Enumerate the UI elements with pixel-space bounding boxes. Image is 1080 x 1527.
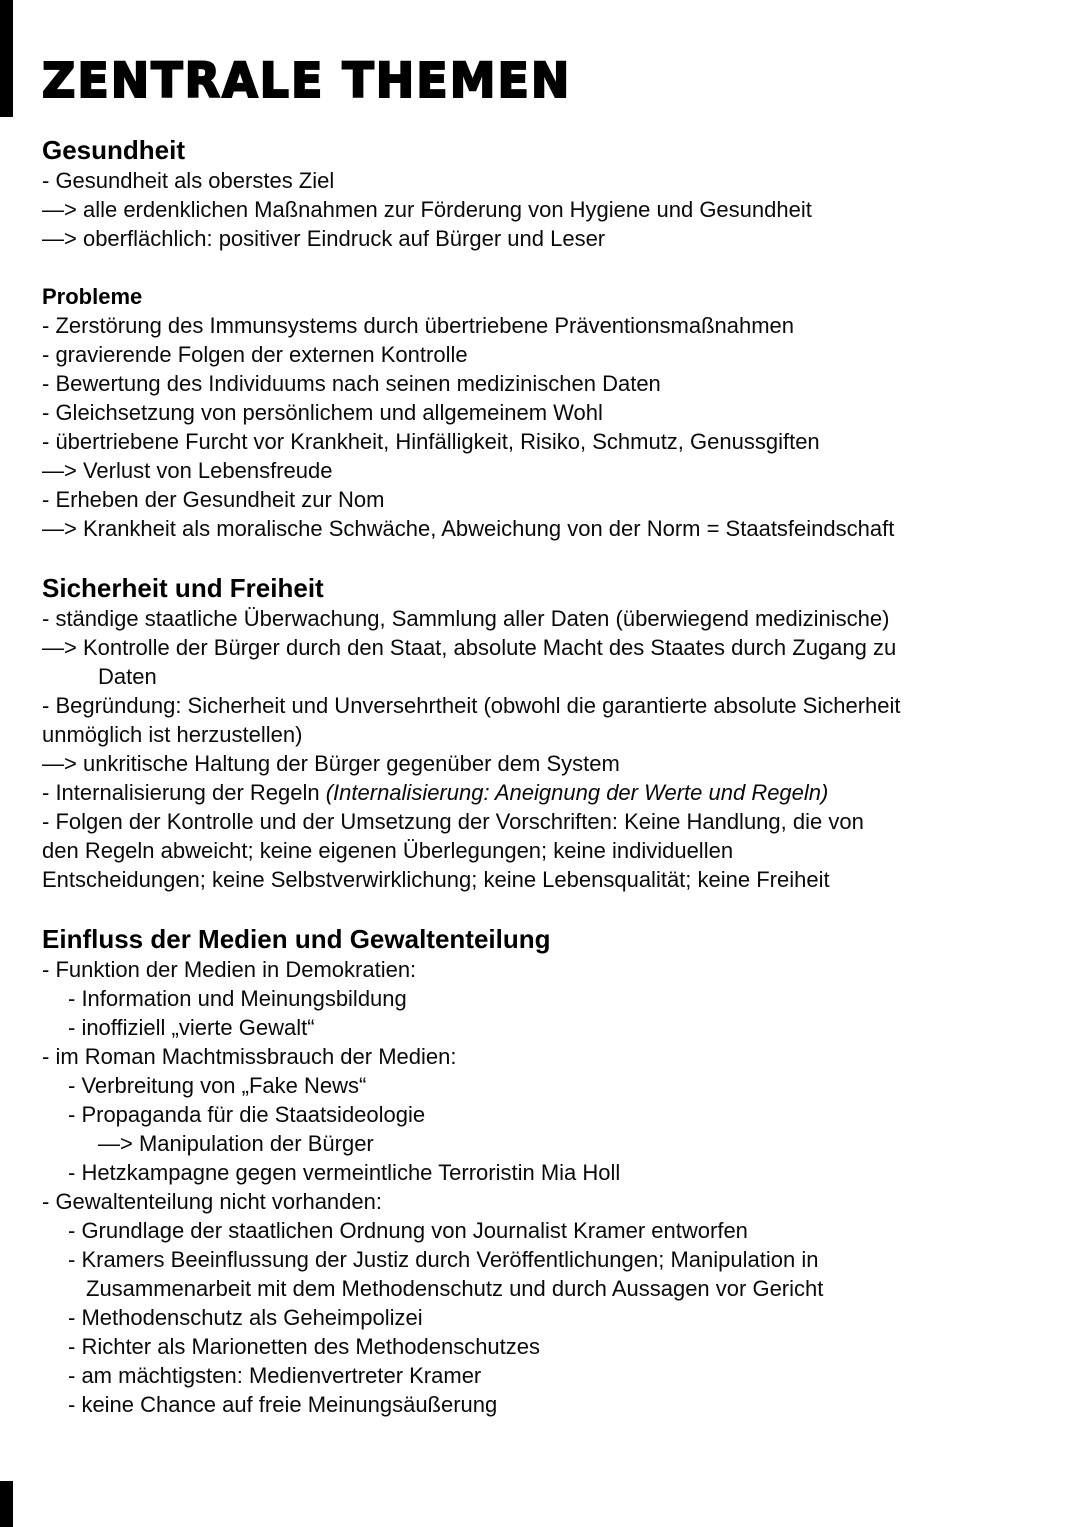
text-line: - Methodenschutz als Geheimpolizei (68, 1305, 423, 1330)
text-line: - Kramers Beeinflussung der Justiz durch Veröffentlichungen; Manipulation in (68, 1247, 819, 1272)
section-lines (42, 955, 1042, 1419)
section-heading: Probleme (42, 284, 143, 309)
text-line: - Information und Meinungsbildung (68, 986, 407, 1011)
text-line: - Funktion der Medien in Demokratien: (42, 957, 417, 982)
page-title: ZENTRALE THEMEN (42, 51, 572, 109)
text-line: —> unkritische Haltung der Bürger gegenüber dem System (42, 751, 620, 776)
text-line: den Regeln abweicht; keine eigenen Überlegungen; keine individuellen (42, 838, 734, 863)
text-line: - inoffiziell „vierte Gewalt“ (68, 1015, 315, 1040)
text-line: - Zerstörung des Immunsystems durch übertriebene Präventionsmaßnahmen (42, 313, 795, 338)
page-edge-artifact-top (0, 0, 13, 117)
text-line: —> Kontrolle der Bürger durch den Staat, absolute Macht des Staates durch Zugang zu (42, 635, 897, 660)
text-line: Zusammenarbeit mit dem Methodenschutz und durch Aussagen vor Gericht (86, 1276, 824, 1301)
text-line: - Begründung: Sicherheit und Unversehrtheit (obwohl die garantierte absolute Sicherheit (42, 693, 901, 718)
text-line: - keine Chance auf freie Meinungsäußerung (68, 1392, 498, 1417)
text-line: - Erheben der Gesundheit zur Nom (42, 487, 385, 512)
text-line: - gravierende Folgen der externen Kontrolle (42, 342, 468, 367)
text-line: - im Roman Machtmissbrauch der Medien: (42, 1044, 457, 1069)
text-line: —> alle erdenklichen Maßnahmen zur Förderung von Hygiene und Gesundheit (42, 197, 812, 222)
text-line: Daten (98, 664, 157, 689)
text-line: Entscheidungen; keine Selbstverwirklichung; keine Lebensqualität; keine Freiheit (42, 867, 830, 892)
section-heading: Gesundheit (42, 135, 186, 165)
text-line: - Gewaltenteilung nicht vorhanden: (42, 1189, 382, 1214)
document-section (42, 134, 1042, 253)
text-line: - Verbreitung von „Fake News“ (68, 1073, 367, 1098)
text-line: —> Manipulation der Bürger (98, 1131, 374, 1156)
section-heading: Einfluss der Medien und Gewaltenteilung (42, 924, 551, 954)
section-lines (42, 311, 1042, 543)
text-line: - Richter als Marionetten des Methodenschutzes (68, 1334, 541, 1359)
text-line: - Hetzkampagne gegen vermeintliche Terroristin Mia Holl (68, 1160, 621, 1185)
document-section (42, 282, 1042, 543)
text-line: - Propaganda für die Staatsideologie (68, 1102, 426, 1127)
text-line: - Grundlage der staatlichen Ordnung von Journalist Kramer entworfen (68, 1218, 748, 1243)
italic-text: (Internalisierung: Aneignung der Werte und Regeln) (325, 780, 829, 805)
text-line: —> Verlust von Lebensfreude (42, 458, 333, 483)
text-line: - Gesundheit als oberstes Ziel (42, 168, 335, 193)
text-line: - Bewertung des Individuums nach seinen medizinischen Daten (42, 371, 661, 396)
document-section (42, 572, 1042, 894)
text-line: —> Krankheit als moralische Schwäche, Abweichung von der Norm = Staatsfeindschaft (42, 516, 895, 541)
document-section (42, 923, 1042, 1419)
text-line: - Internalisierung der Regeln (Internalisierung: Aneignung der Werte und Regeln) (42, 780, 829, 805)
text-line: - am mächtigsten: Medienvertreter Kramer (68, 1363, 482, 1388)
section-lines (42, 604, 1042, 894)
section-heading: Sicherheit und Freiheit (42, 573, 324, 603)
text-line: - übertriebene Furcht vor Krankheit, Hinfälligkeit, Risiko, Schmutz, Genussgiften (42, 429, 820, 454)
section-lines (42, 166, 1042, 253)
text-line: - Gleichsetzung von persönlichem und allgemeinem Wohl (42, 400, 603, 425)
text-line: - Folgen der Kontrolle und der Umsetzung der Vorschriften: Keine Handlung, die von (42, 809, 864, 834)
text-line: —> oberflächlich: positiver Eindruck auf Bürger und Leser (42, 226, 606, 251)
text-line: - ständige staatliche Überwachung, Sammlung aller Daten (überwiegend medizinische) (42, 606, 890, 631)
sections-container (42, 134, 1042, 1419)
text-line: unmöglich ist herzustellen) (42, 722, 303, 747)
page-edge-artifact-bottom (0, 1481, 13, 1527)
